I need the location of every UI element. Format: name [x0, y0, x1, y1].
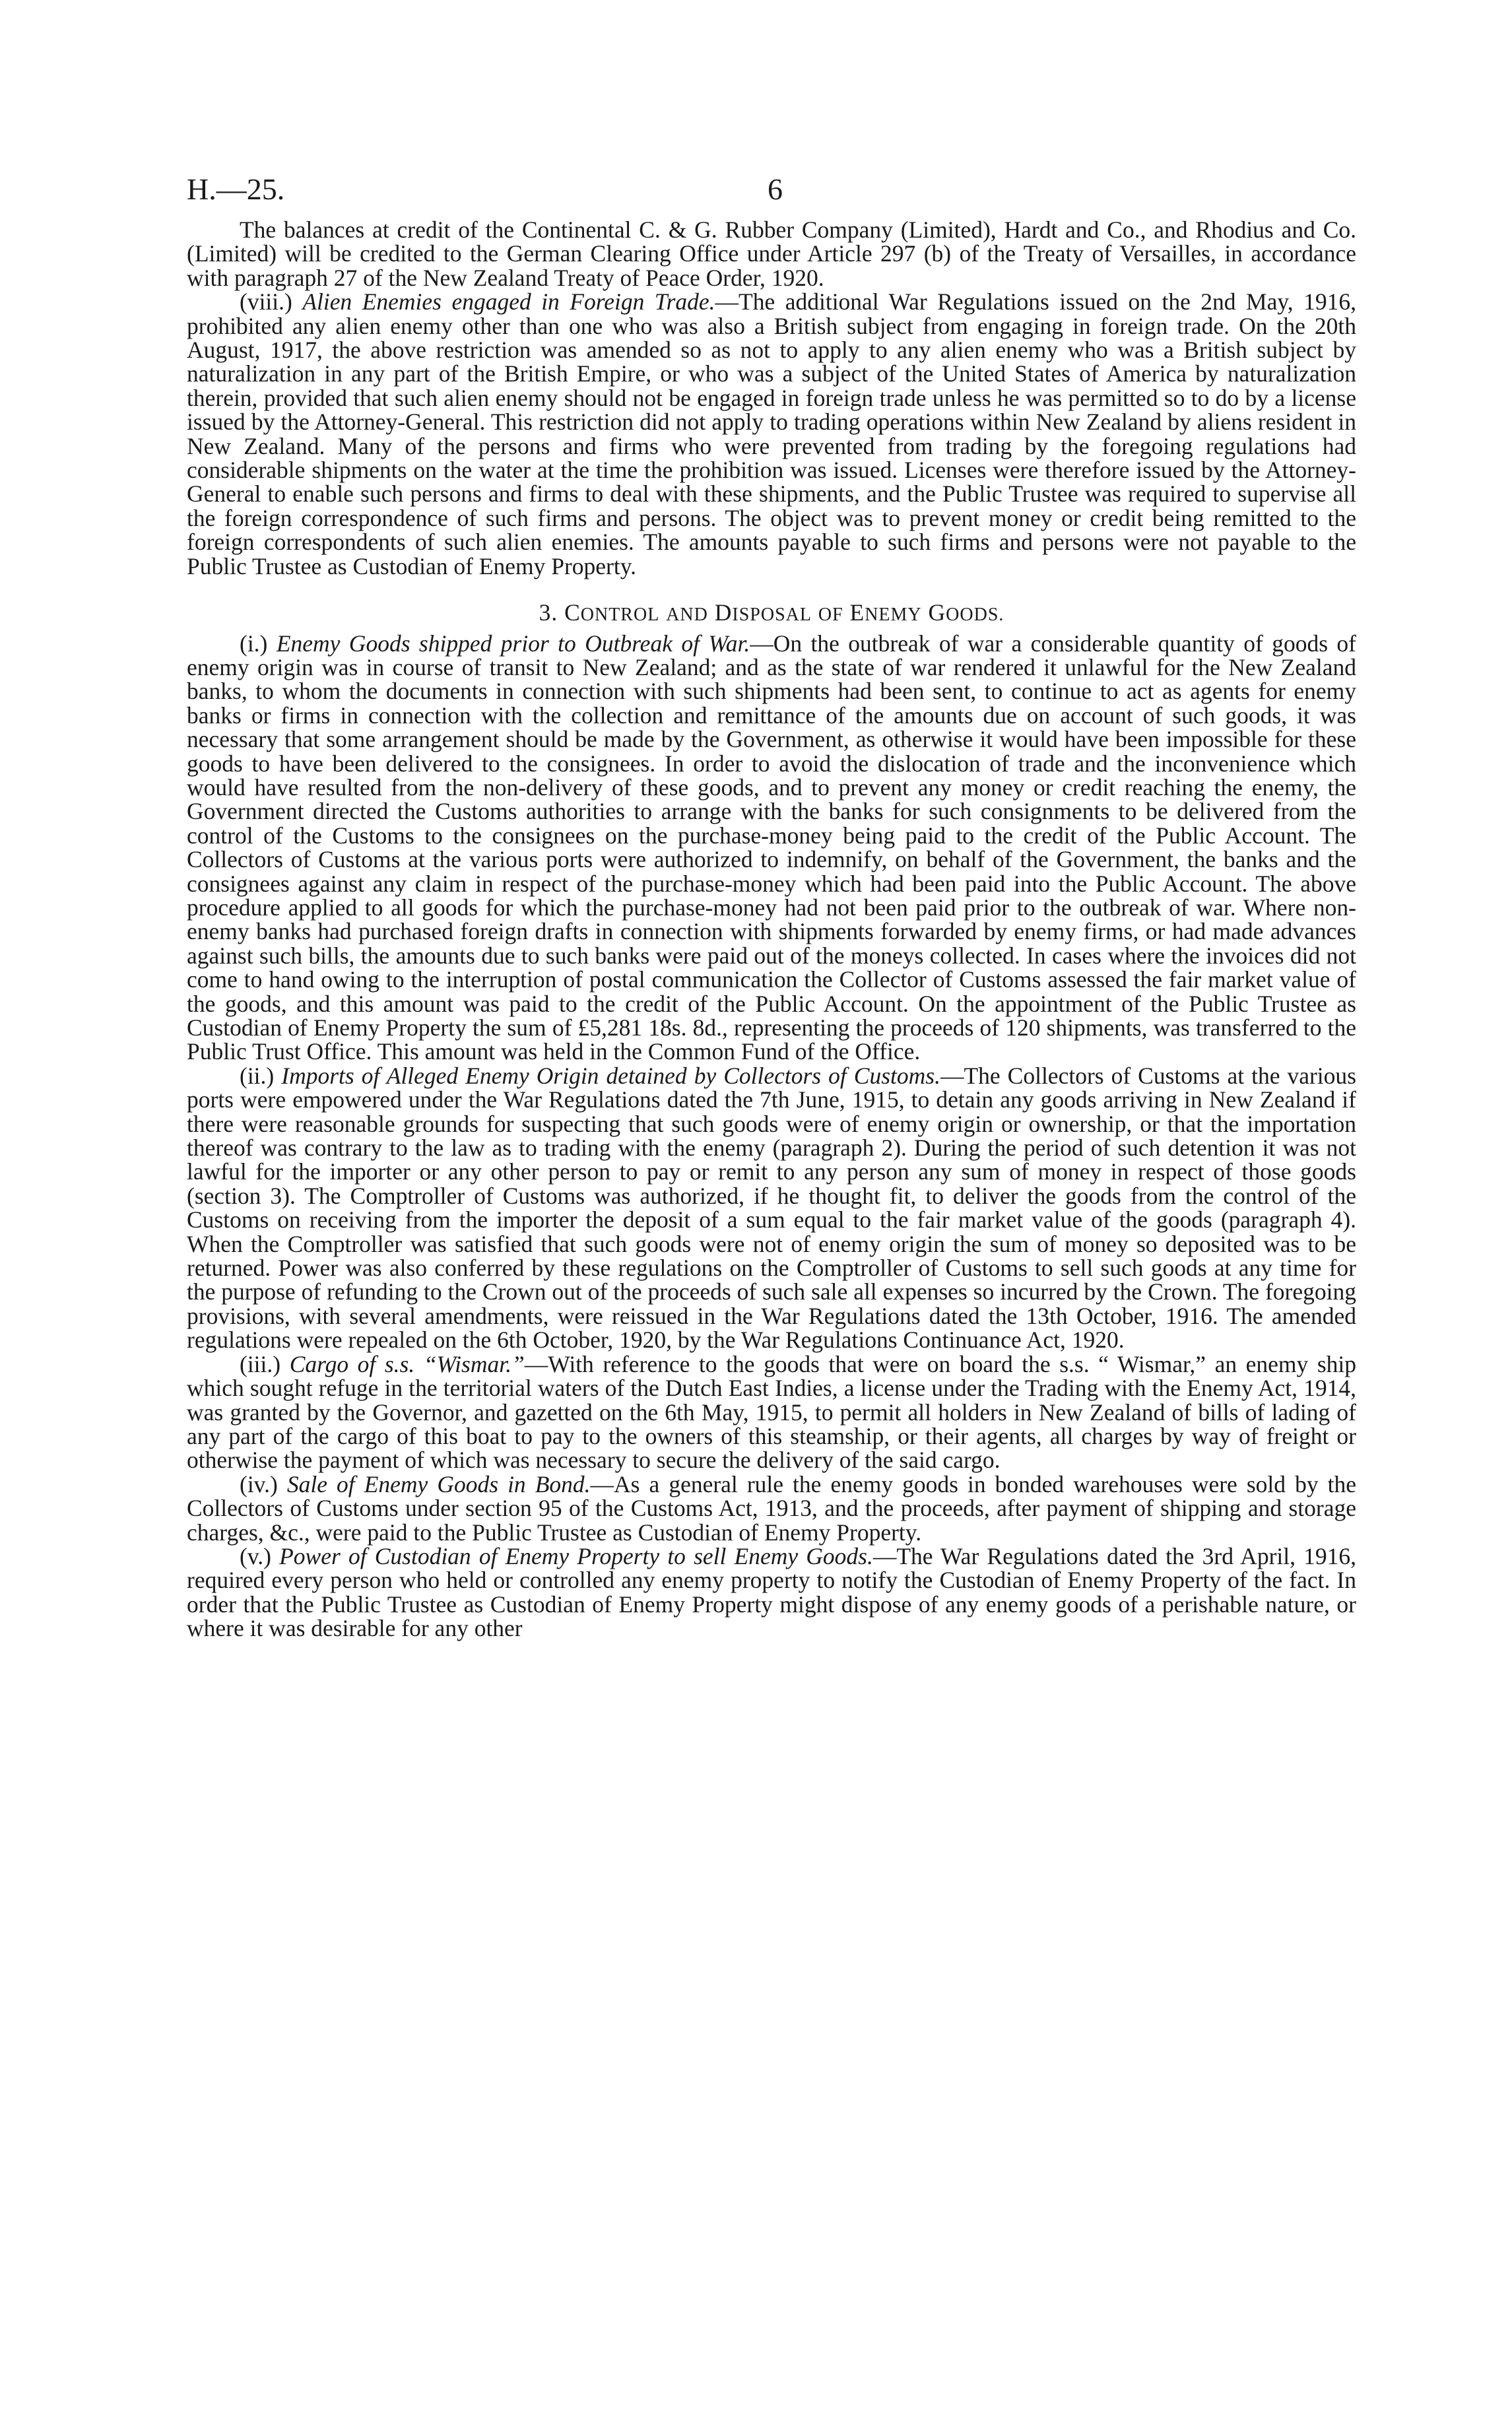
paragraph-number: (iv.): [240, 1470, 278, 1497]
paragraph-text: —On the outbreak of war a considerable quantity of goods of enemy origin was in course of transit to New Zealand; and as the state of war rendered it unlawful for the New Zealand banks, to whom the documents in connection with such shipments had been sent, to continue to act as agents for enemy banks or firms in connection with the collection and remittance of the amounts due on account of such goods, it was necessary that some arrangement should be made by the Government, as otherwise it would have been impossible for these goods to have been delivered to the consignees. In order to avoid the dislocation of trade and the inconvenience which would have resulted from the non-delivery of these goods, and to prevent any money or credit reaching the enemy, the Government directed the Customs authorities to arrange with the banks for such consignments to be delivered from the control of the Customs to the consignees on the purchase-money being paid to the credit of the Public Account. The Collectors of Customs at the various ports were authorized to indemnify, on behalf of the Government, the banks and the consignees against any claim in respect of the purchase-money which had been paid into the Public Account. The above procedure applied to all goods for which the purchase-money had not been paid prior to the outbreak of war. Where non-enemy banks had purchased foreign drafts in connection with shipments forwarded by enemy firms, or had made advances against such bills, the amounts due to such banks were paid out of the moneys collected. In cases where the invoices did not come to hand owing to the interruption of postal communication the Collector of Customs assessed the fair market value of the goods, and this amount was paid to the credit of the Public Account. On the appointment of the Public Trustee as Custodian of Enemy Property the sum of £5,281 18s. 8d., representing the proceeds of 120 shipments, was transferred to the Public Trust Office. This amount was held in the Common Fund of the Office.: [187, 630, 1356, 1065]
paragraph-alien-enemies: [187, 290, 1356, 578]
document-page: [187, 165, 1356, 1641]
section-heading: 3. CONTROL AND DISPOSAL OF ENEMY GOODS.: [539, 599, 1004, 626]
paragraph-number: (ii.): [240, 1062, 275, 1089]
paragraph-number: (iii.): [240, 1350, 281, 1377]
paragraph-title: Cargo of s.s. “Wismar.”: [289, 1350, 525, 1377]
paragraph-number: (viii.): [240, 288, 292, 315]
paragraph-number: (i.): [240, 630, 268, 657]
paragraph-title: Imports of Alleged Enemy Origin detained by Collectors of Customs.: [281, 1062, 940, 1089]
paragraph-title: Enemy Goods shipped prior to Outbreak of War.: [276, 630, 750, 657]
document-reference: H.—25.: [187, 172, 285, 206]
paragraph-text: —With reference to the goods that were on board the s.s. “ Wismar,” an enemy ship which sought refuge in the territorial waters of the Dutch East Indies, a license under the Trading with the Enemy Act, 1914, was granted by the Governor, and gazetted on the 6th May, 1915, to permit all holders in New Zealand of bills of lading of any part of the cargo of this boat to pay to the owners of this steamship, or their agents, all charges by way of freight or otherwise the payment of which was necessary to secure the delivery of the said cargo.: [187, 1350, 1357, 1474]
paragraph-cargo-wismar: [187, 1352, 1356, 1472]
paragraph-text: —The Collectors of Customs at the various ports were empowered under the War Regulations dated the 7th June, 1915, to detain any goods arriving in New Zealand if there were reasonable grounds for suspecting that such goods were of enemy origin or ownership, or that the importation thereof was contrary to the law as to trading with the enemy (paragraph 2). During the period of such detention it was not lawful for the importer or any other person to pay or remit to any person any sum of money in respect of those goods (section 3). The Comptroller of Customs was authorized, if he thought fit, to deliver the goods from the control of the Customs on receiving from the importer the deposit of a sum equal to the fair market value of the goods (paragraph 4). When the Comptroller was satisfied that such goods were not of enemy origin the sum of money so deposited was to be returned. Power was also conferred by these regulations on the Comptroller of Customs to sell such goods at any time for the purpose of refunding to the Crown out of the proceeds of such sale all expenses so incurred by the Crown. The foregoing provisions, with several amendments, were reissued in the War Regulations dated the 13th October, 1916. The amended regulations were repealed on the 6th October, 1920, by the War Regulations Continuance Act, 1920.: [187, 1062, 1356, 1354]
paragraph-balances: The balances at credit of the Continental C. & G. Rubber Company (Limited), Hardt and Co., and Rhodius and Co. (Limited) will be credited to the German Clearing Office under Article 297 (b) of the Treaty of Versailles, in accordance with paragraph 27 of the New Zealand Treaty of Peace Order, 1920.: [187, 216, 1356, 291]
paragraph-text: —The additional War Regulations issued on the 2nd May, 1916, prohibited any alien enemy other than one who was also a British subject from engaging in foreign trade. On the 20th August, 1917, the above restriction was amended so as not to apply to any alien enemy who was a British subject by naturalization in any part of the British Empire, or who was a subject of the United States of America by naturalization therein, provided that such alien enemy should not be engaged in foreign trade unless he was permitted so to do by a license issued by the Attorney-General. This restriction did not apply to trading operations within New Zealand by aliens resident in New Zealand. Many of the persons and firms who were prevented from trading by the foregoing regulations had considerable shipments on the water at the time the prohibition was issued. Licenses were therefore issued by the Attorney-General to enable such persons and firms to deal with these shipments, and the Public Trustee was required to supervise all the foreign correspondence of such firms and persons. The object was to prevent money or credit being remitted to the foreign correspondents of such alien enemies. The amounts payable to such firms and persons were not payable to the Public Trustee as Custodian of Enemy Property.: [187, 288, 1357, 579]
paragraph-power-of-custodian: [187, 1544, 1356, 1641]
paragraph-enemy-goods-shipped: [187, 632, 1356, 1064]
document-body: [187, 218, 1356, 1641]
paragraph-number: (v.): [240, 1542, 271, 1569]
paragraph-text: —The War Regulations dated the 3rd April, 1916, required every person who held or controlled any enemy property to notify the Custodian of Enemy Property of the fact. In order that the Public Trustee as Custodian of Enemy Property might dispose of any enemy goods of a perishable nature, or where it was desirable for any other: [187, 1542, 1357, 1642]
paragraph-imports-alleged-enemy-origin: [187, 1064, 1356, 1352]
paragraph-title: Power of Custodian of Enemy Property to sell Enemy Goods.: [279, 1542, 873, 1569]
page-number: 6: [768, 172, 783, 206]
paragraph-title: Alien Enemies engaged in Foreign Trade.: [302, 288, 715, 315]
paragraph-text: —As a general rule the enemy goods in bonded warehouses were sold by the Collectors of Customs under section 95 of the Customs Act, 1913, and the proceeds, after payment of shipping and storage charges, &c., were paid to the Public Trustee as Custodian of Enemy Property.: [187, 1470, 1356, 1546]
paragraph-title: Sale of Enemy Goods in Bond.: [286, 1470, 591, 1497]
paragraph-sale-in-bond: [187, 1472, 1356, 1544]
running-header: [187, 165, 1356, 218]
